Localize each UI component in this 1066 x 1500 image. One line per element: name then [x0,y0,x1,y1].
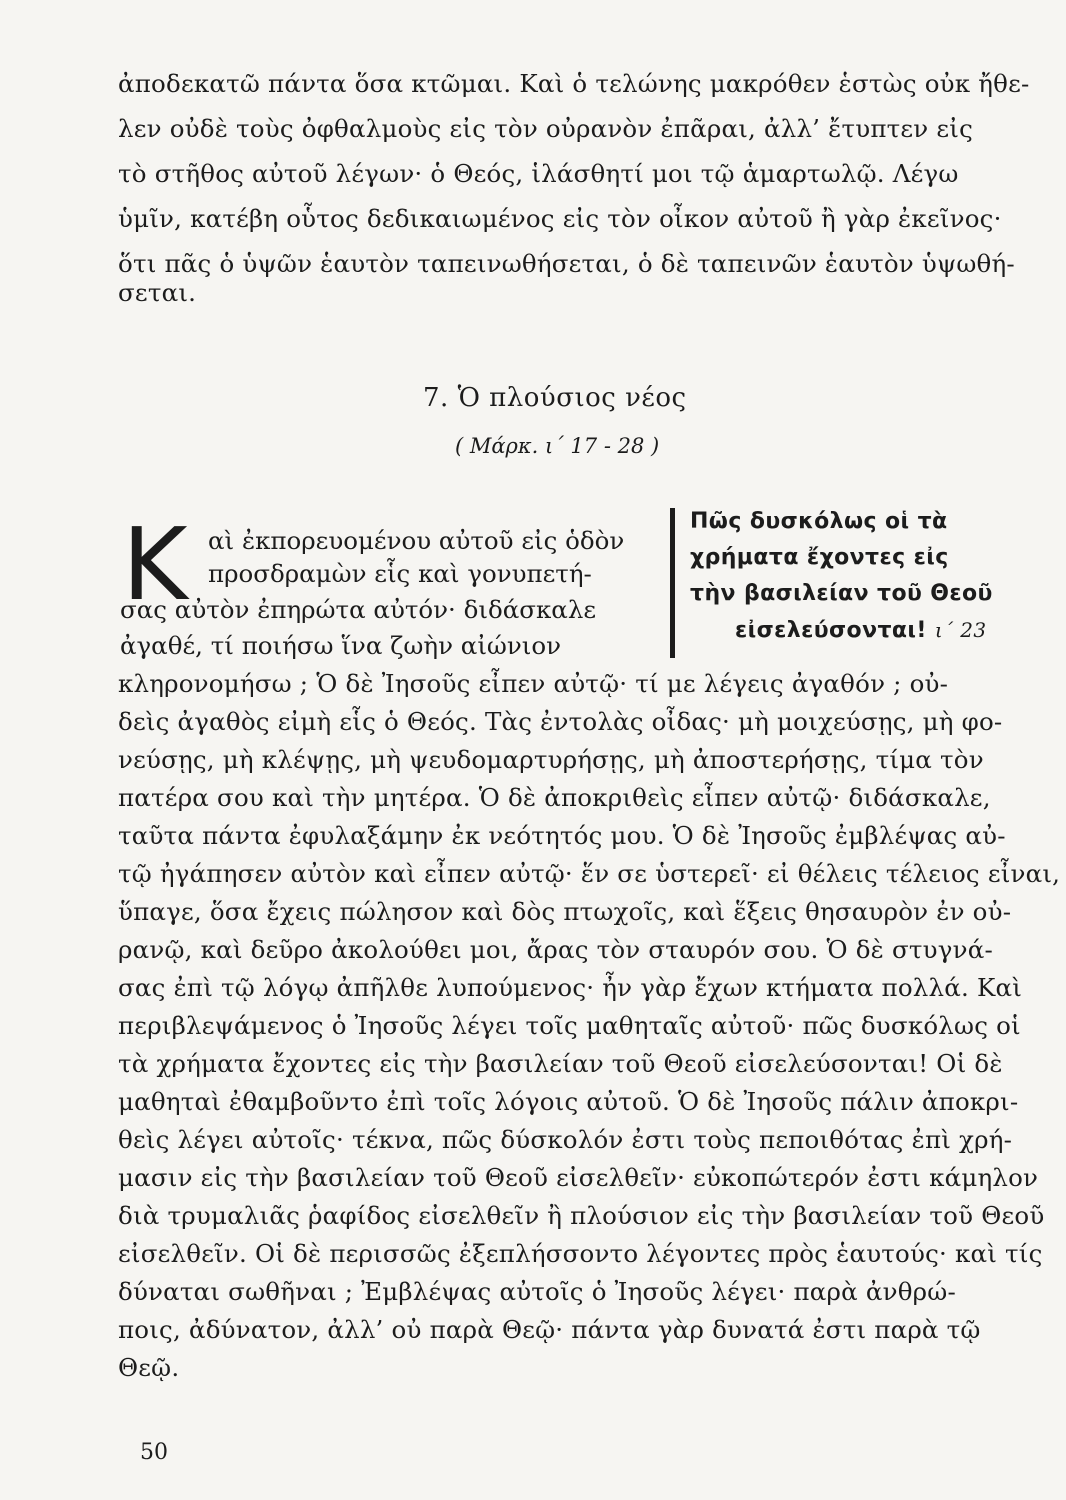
text-line: ὅτι πᾶς ὁ ὑψῶν ἑαυτὸν ταπεινωθήσεται, ὁ δὲ ταπεινῶν ἑαυτὸν ὑψωθή- [118,249,1015,278]
text-line: θεὶς λέγει αὐτοῖς· τέκνα, πῶς δύσκολόν ἐστι τοὺς πεποιθότας ἐπὶ χρή- [118,1125,1013,1154]
text-line: μαθηταὶ ἐθαμβοῦντο ἐπὶ τοῖς λόγοις αὐτοῦ. Ὁ δὲ Ἰησοῦς πάλιν ἀποκρι- [118,1087,1019,1116]
text-line: περιβλεψάμενος ὁ Ἰησοῦς λέγει τοῖς μαθηταῖς αὐτοῦ· πῶς δυσκόλως οἱ [118,1011,1021,1040]
sidebar-line: εἰσελεύσονται! [735,618,927,643]
sidebar-reference: ι΄ 23 [934,618,987,642]
page-number: 50 [140,1440,168,1465]
text-line: δεὶς ἀγαθὸς εἰμὴ εἷς ὁ Θεός. Τὰς ἐντολὰς οἶδας· μὴ μοιχεύσῃς, μὴ φο- [118,707,1003,736]
sidebar-line: χρήματα ἔχοντες εἰς [690,545,949,570]
text-line: μασιν εἰς τὴν βασιλείαν τοῦ Θεοῦ εἰσελθεῖν· εὐκοπώτερόν ἐστι κάμηλον [118,1163,1039,1192]
text-line: πατέρα σου καὶ τὴν μητέρα. Ὁ δὲ ἀποκριθεὶς εἶπεν αὐτῷ· διδάσκαλε, [118,783,991,812]
text-line: σας ἐπὶ τῷ λόγῳ ἀπῆλθε λυπούμενος· ἦν γὰρ ἔχων κτήματα πολλά. Καὶ [118,973,1023,1002]
text-line: εἰσελθεῖν. Οἱ δὲ περισσῶς ἐξεπλήσσοντο λέγοντες πρὸς ἑαυτούς· καὶ τίς [118,1239,1043,1268]
text-line: δύναται σωθῆναι ; Ἐμβλέψας αὐτοῖς ὁ Ἰησοῦς λέγει· παρὰ ἀνθρώ- [118,1277,956,1306]
text-line: σας αὐτὸν ἐπηρώτα αὐτόν· διδάσκαλε [120,595,597,624]
text-line: διὰ τρυμαλιᾶς ῥαφίδος εἰσελθεῖν ἢ πλούσιον εἰς τὴν βασιλείαν τοῦ Θεοῦ [118,1201,1045,1230]
text-line: ταῦτα πάντα ἐφυλαξάμην ἐκ νεότητός μου. Ὁ δὲ Ἰησοῦς ἐμβλέψας αὐ- [118,821,1006,850]
text-line: ρανῷ, καὶ δεῦρο ἀκολούθει μοι, ἄρας τὸν σταυρόν σου. Ὁ δὲ στυγνά- [118,935,993,964]
text-line: αὶ ἐκπορευομένου αὐτοῦ εἰς ὁδὸν [208,526,625,555]
text-line: ἀποδεκατῶ πάντα ὅσα κτῶμαι. Καὶ ὁ τελώνης μακρόθεν ἑστὼς οὐκ ἤθε- [118,69,1030,98]
section-reference: ( Μάρκ. ι΄ 17 - 28 ) [455,434,660,458]
text-line: ποις, ἀδύνατον, ἀλλ’ οὐ παρὰ Θεῷ· πάντα γὰρ δυνατά ἐστι παρὰ τῷ [118,1315,981,1344]
sidebar-line: τὴν βασιλείαν τοῦ Θεοῦ [690,581,993,606]
text-line: σεται. [118,278,197,307]
section-title: 7. Ὁ πλούσιος νέος [423,383,687,413]
text-line: τῷ ἠγάπησεν αὐτὸν καὶ εἶπεν αὐτῷ· ἕν σε ὑστερεῖ· εἰ θέλεις τέλειος εἶναι, [118,859,1061,888]
sidebar-rule [670,508,675,658]
sidebar-line: Πῶς δυσκόλως οἱ τὰ [690,509,948,534]
text-line: τὰ χρήματα ἔχοντες εἰς τὴν βασιλείαν τοῦ Θεοῦ εἰσελεύσονται! Οἱ δὲ [118,1049,1003,1078]
text-line: προσδραμὼν εἷς καὶ γονυπετή- [208,559,592,588]
text-line: Θεῷ. [118,1353,180,1382]
text-line: ἀγαθέ, τί ποιήσω ἵνα ζωὴν αἰώνιον [120,631,562,660]
text-line: ὕπαγε, ὅσα ἔχεις πώλησον καὶ δὸς πτωχοῖς, καὶ ἕξεις θησαυρὸν ἐν οὐ- [118,897,1012,926]
text-line: νεύσῃς, μὴ κλέψῃς, μὴ ψευδομαρτυρήσῃς, μὴ ἀποστερήσῃς, τίμα τὸν [118,745,984,774]
text-line: λεν οὐδὲ τοὺς ὀφθαλμοὺς εἰς τὸν οὐρανὸν ἐπᾶραι, ἀλλ’ ἔτυπτεν εἰς [118,114,973,143]
text-line: τὸ στῆθος αὐτοῦ λέγων· ὁ Θεός, ἱλάσθητί μοι τῷ ἁμαρτωλῷ. Λέγω [118,159,959,188]
text-line: κληρονομήσω ; Ὁ δὲ Ἰησοῦς εἶπεν αὐτῷ· τί με λέγεις ἀγαθόν ; οὐ- [118,669,949,698]
text-line: ὑμῖν, κατέβη οὗτος δεδικαιωμένος εἰς τὸν οἶκον αὐτοῦ ἢ γὰρ ἐκεῖνος· [118,204,1002,233]
drop-cap: Κ [122,506,188,623]
